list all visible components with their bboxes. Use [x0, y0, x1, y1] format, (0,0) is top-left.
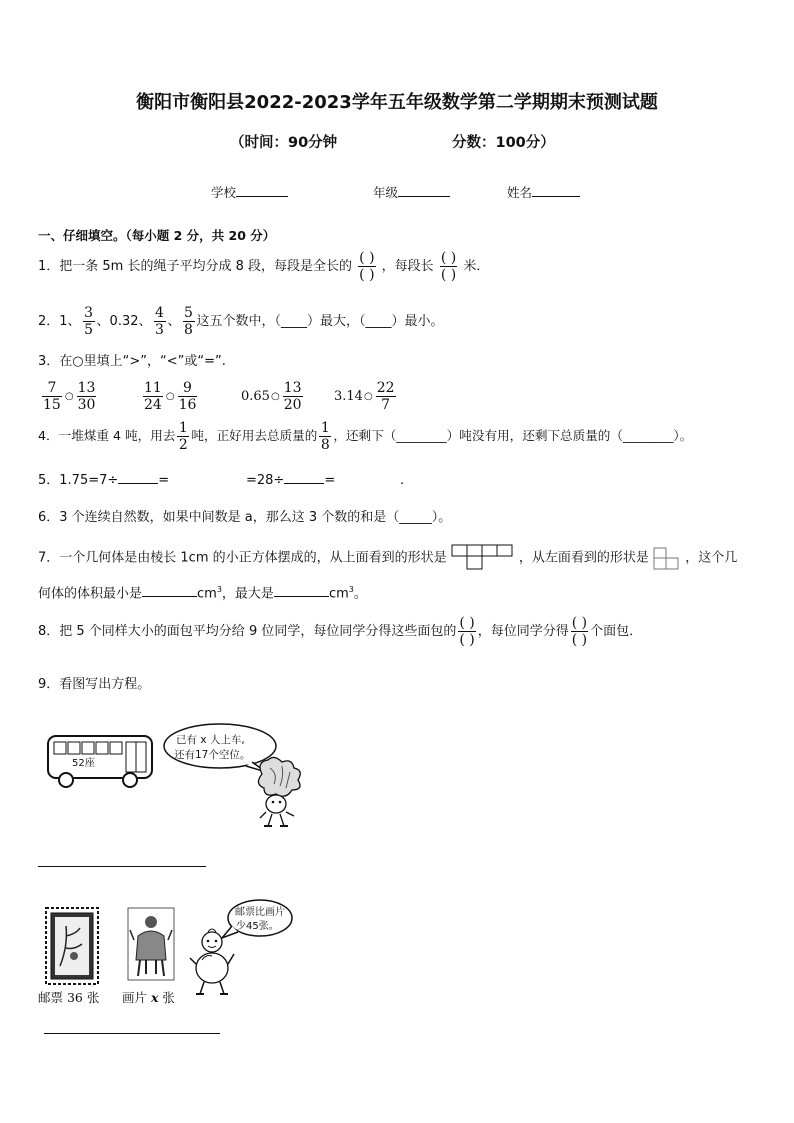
exam-time: （时间：90分钟: [230, 135, 338, 151]
grade-label: 年级: [373, 185, 399, 200]
bus-illustration: [44, 732, 156, 790]
q7-sup-1: 3: [216, 585, 222, 594]
grade-blank[interactable]: [398, 183, 450, 197]
q7-text-f: ，最大是: [221, 586, 274, 602]
q1-text-b: ，每段长: [381, 259, 434, 274]
picture-card: [126, 906, 176, 982]
bus-label: 52座: [72, 758, 95, 769]
name-blank[interactable]: [532, 183, 580, 197]
q2-text-c: 、: [167, 314, 181, 329]
q8-text-a: 8．把 5 个同样大小的面包平均分给 9 位同学，每位同学分得这些面包的: [38, 624, 457, 639]
question-2: [38, 305, 444, 338]
question-4: 4．一堆煤重 4 吨，用去 $\frac{1}{2}$ 吨，正好用去总质量的 $\frac{1}{8}$ ，还剩下（________）吨没有用，还剩下总质量的（________）。: [38, 420, 693, 453]
q7-sup-2: 3: [348, 585, 354, 594]
q7-blank-max[interactable]: [274, 584, 329, 597]
bubble1-line-2: 还有17个空位。: [174, 749, 251, 761]
compare-circle[interactable]: ○: [270, 391, 280, 402]
q5-period: .: [400, 473, 405, 488]
q5-blank-2[interactable]: [284, 471, 324, 484]
question-5-part-2: [246, 471, 335, 491]
question-1: [38, 250, 489, 283]
q3-compare-3[interactable]: 0.65 ○ $\frac{13}{20}$: [241, 380, 302, 413]
q2-text-b: 、0.32、: [96, 314, 152, 329]
question-3: 3．在○里填上“>”，“<”或“=”.: [38, 354, 226, 369]
q5-equals-2: =: [324, 473, 336, 488]
page-title: 衡阳市衡阳县2022-2023学年五年级数学第二学期期末预测试题: [136, 92, 658, 113]
q8-fraction-2[interactable]: $\frac{( )}{( )}$: [571, 615, 588, 648]
q3-compare-1[interactable]: $\frac{7}{15}$ ○ $\frac{13}{30}$: [43, 380, 96, 413]
question-5: [38, 471, 169, 491]
question-8: [38, 615, 642, 648]
section-heading: 一、仔细填空。（每小题 2 分，共 20 分）: [38, 228, 276, 243]
top-view-figure: [451, 544, 515, 572]
q1-fraction-2[interactable]: $\frac{( )}{( )}$: [440, 250, 457, 283]
q7-unit-2: cm: [328, 586, 349, 602]
exam-score: 分数：100分）: [452, 135, 555, 151]
question-9: 9．看图写出方程。: [38, 677, 151, 692]
bubble2-line-1: 邮票比画片: [235, 907, 285, 918]
q8-fraction-1[interactable]: $\frac{( )}{( )}$: [459, 615, 475, 648]
q4-text-c[interactable]: ，还剩下（________）吨没有用，还剩下总质量的（________）。: [333, 428, 693, 443]
cabbage-character-icon: [248, 756, 310, 830]
stamp-caption: 邮票 36 张: [38, 990, 100, 1005]
gourd-character-icon: [188, 924, 238, 998]
q8-text-c: 个面包．: [590, 624, 643, 639]
q7-blank-min[interactable]: [142, 584, 197, 597]
bubble1-line-1: 已有 x 人上车,: [176, 734, 245, 746]
school-label: 学校: [211, 185, 237, 200]
q3-compare-4[interactable]: 3.14 ○ $\frac{22}{7}$: [334, 380, 395, 413]
picture-caption: 画片 x 张: [122, 990, 175, 1005]
q2-fraction-3-5: $\frac{3}{5}$: [84, 305, 93, 338]
q2-text-d[interactable]: 这五个数中，（____）最大，（____）最小。: [196, 314, 444, 329]
compare-circle[interactable]: ○: [165, 391, 175, 402]
answer-line-2[interactable]: [44, 1033, 220, 1034]
left-view-figure: [653, 545, 681, 571]
question-7-line-1: [38, 544, 737, 572]
q5-text-a: 5．1.75=7÷: [38, 473, 119, 488]
bubble2-line-2: 少45张。: [236, 921, 279, 932]
q5-blank-1[interactable]: [118, 471, 158, 484]
school-field[interactable]: [211, 183, 288, 201]
q5-text-c: =28÷: [246, 473, 285, 488]
compare-circle[interactable]: ○: [64, 391, 74, 402]
q7-unit-1: cm: [197, 586, 217, 602]
q5-equals: =: [158, 473, 170, 488]
question-6[interactable]: 6．3 个连续自然数，如果中间数是 a，那么这 3 个数的和是（_____）。: [38, 510, 452, 525]
grade-field[interactable]: [373, 183, 450, 201]
q4-text-b: 吨，正好用去总质量的: [191, 428, 318, 443]
question-7-line-2: [38, 580, 367, 604]
q7-text-a: 7．一个几何体是由棱长 1cm 的小正方体摆成的，从上面看到的形状是: [38, 550, 447, 566]
q2-fraction-5-8: $\frac{5}{8}$: [184, 305, 193, 338]
q2-fraction-4-3: $\frac{4}{3}$: [155, 305, 164, 338]
q1-fraction-1[interactable]: $\frac{( )}{( )}$: [359, 250, 375, 283]
school-blank[interactable]: [236, 183, 288, 197]
answer-line-1[interactable]: [38, 866, 206, 867]
q2-text-a: 2．1、: [38, 314, 81, 329]
q7-text-b: ，从左面看到的形状是: [518, 550, 649, 566]
q4-text-a: 4．一堆煤重 4 吨，用去: [38, 428, 176, 443]
q1-text-a: 1．把一条 5m 长的绳子平均分成 8 段，每段是全长的: [38, 259, 353, 274]
stamp-picture: [44, 906, 100, 986]
name-field[interactable]: [507, 183, 580, 201]
q3-compare-2[interactable]: $\frac{11}{24}$ ○ $\frac{9}{16}$: [144, 380, 197, 413]
q8-text-b: ，每位同学分得: [477, 624, 569, 639]
q7-text-c: ，这个几: [685, 550, 738, 566]
q7-text-h: 。: [353, 586, 367, 602]
name-label: 姓名: [507, 185, 533, 200]
compare-circle[interactable]: ○: [363, 391, 373, 402]
q1-text-c: 米．: [463, 259, 490, 274]
q7-text-d: 何体的体积最小是: [38, 586, 143, 602]
